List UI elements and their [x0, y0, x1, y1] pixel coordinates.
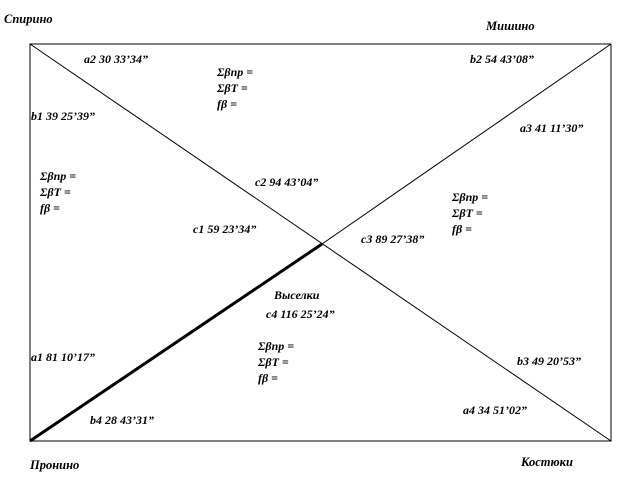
station-mishino: Мишино	[486, 19, 535, 33]
sum-beta-pr: Σβпр =	[217, 65, 254, 79]
station-vyselki: Выселки	[274, 288, 320, 302]
station-pronino: Пронино	[30, 458, 80, 472]
sum-beta-t: ΣβТ =	[452, 206, 483, 220]
f-beta: fβ =	[452, 222, 472, 236]
f-beta: fβ =	[217, 97, 237, 111]
f-beta: fβ =	[40, 201, 60, 215]
angle-b1: b1 39 25’39”	[31, 109, 95, 123]
angle-a1: a1 81 10’17”	[31, 350, 95, 364]
sum-beta-pr: Σβпр =	[40, 169, 77, 183]
angle-b3: b3 49 20’53”	[517, 354, 581, 368]
sum-beta-pr: Σβпр =	[452, 190, 489, 204]
sum-beta-t: ΣβТ =	[40, 185, 71, 199]
angle-b4: b4 28 43’31”	[90, 413, 154, 427]
station-kostyuki: Костюки	[521, 455, 573, 469]
angle-a3: a3 41 11’30”	[520, 121, 584, 135]
angle-c3: c3 89 27’38”	[361, 232, 425, 246]
angle-c4: c4 116 25’24”	[266, 307, 335, 321]
sum-beta-pr: Σβпр =	[258, 339, 295, 353]
sum-beta-t: ΣβТ =	[258, 355, 289, 369]
sums-left-triangle	[40, 168, 76, 216]
station-spirino: Спирино	[4, 12, 53, 26]
angle-a2: a2 30 33’34”	[84, 52, 148, 66]
angle-b2: b2 54 43’08”	[470, 52, 534, 66]
sums-right-triangle	[452, 189, 488, 237]
f-beta: fβ =	[258, 371, 278, 385]
angle-a4: a4 34 51’02”	[463, 403, 527, 417]
sums-top-triangle	[217, 64, 253, 112]
angle-c2: c2 94 43’04”	[255, 175, 319, 189]
angle-c1: c1 59 23’34”	[193, 222, 257, 236]
sum-beta-t: ΣβТ =	[217, 81, 248, 95]
sums-bottom-triangle	[258, 338, 294, 386]
